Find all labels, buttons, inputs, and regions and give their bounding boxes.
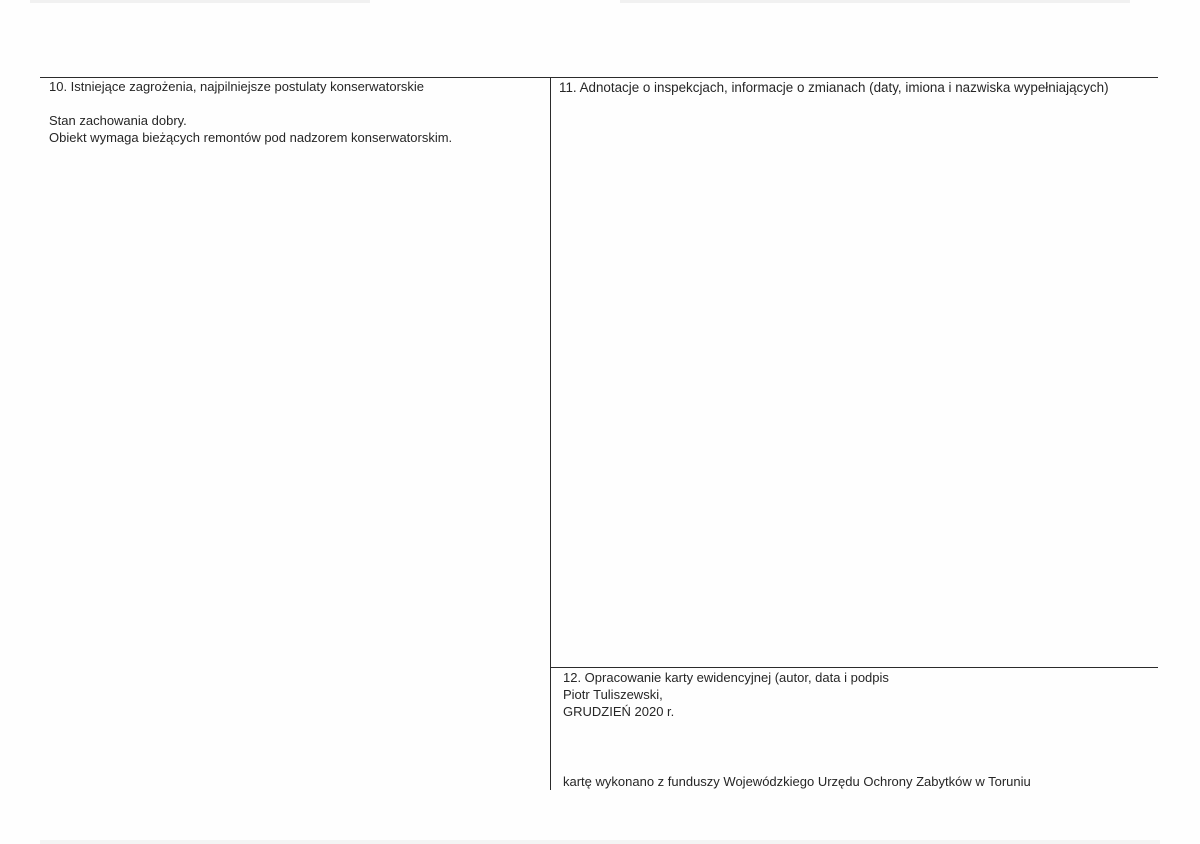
- section-12-heading: 12. Opracowanie karty ewidencyjnej (autor, data i podpis: [563, 670, 889, 685]
- section-10-heading: 10. Istniejące zagrożenia, najpilniejsze postulaty konserwatorskie: [49, 79, 425, 94]
- column-divider: [550, 77, 551, 790]
- section-11-heading: 11. Adnotacje o inspekcjach, informacje o zmianach (daty, imiona i nazwiska wypełniających): [559, 80, 1109, 95]
- section-12-author: Piotr Tuliszewski,: [563, 687, 663, 702]
- scan-edge-bottom: [40, 840, 1160, 844]
- scan-edge-top-right: [620, 0, 1130, 3]
- scan-edge-top-left: [30, 0, 370, 3]
- section-10-requirement-text: Obiekt wymaga bieżących remontów pod nadzorem konserwatorskim.: [49, 130, 453, 145]
- funding-footer-note: kartę wykonano z funduszy Wojewódzkiego Urzędu Ochrony Zabytków w Toruniu: [563, 774, 1031, 789]
- top-horizontal-rule: [40, 77, 1158, 78]
- section-12-date: GRUDZIEŃ 2020 r.: [563, 704, 675, 719]
- section-10-condition-text: Stan zachowania dobry.: [49, 113, 187, 128]
- section-12-rule: [551, 667, 1158, 668]
